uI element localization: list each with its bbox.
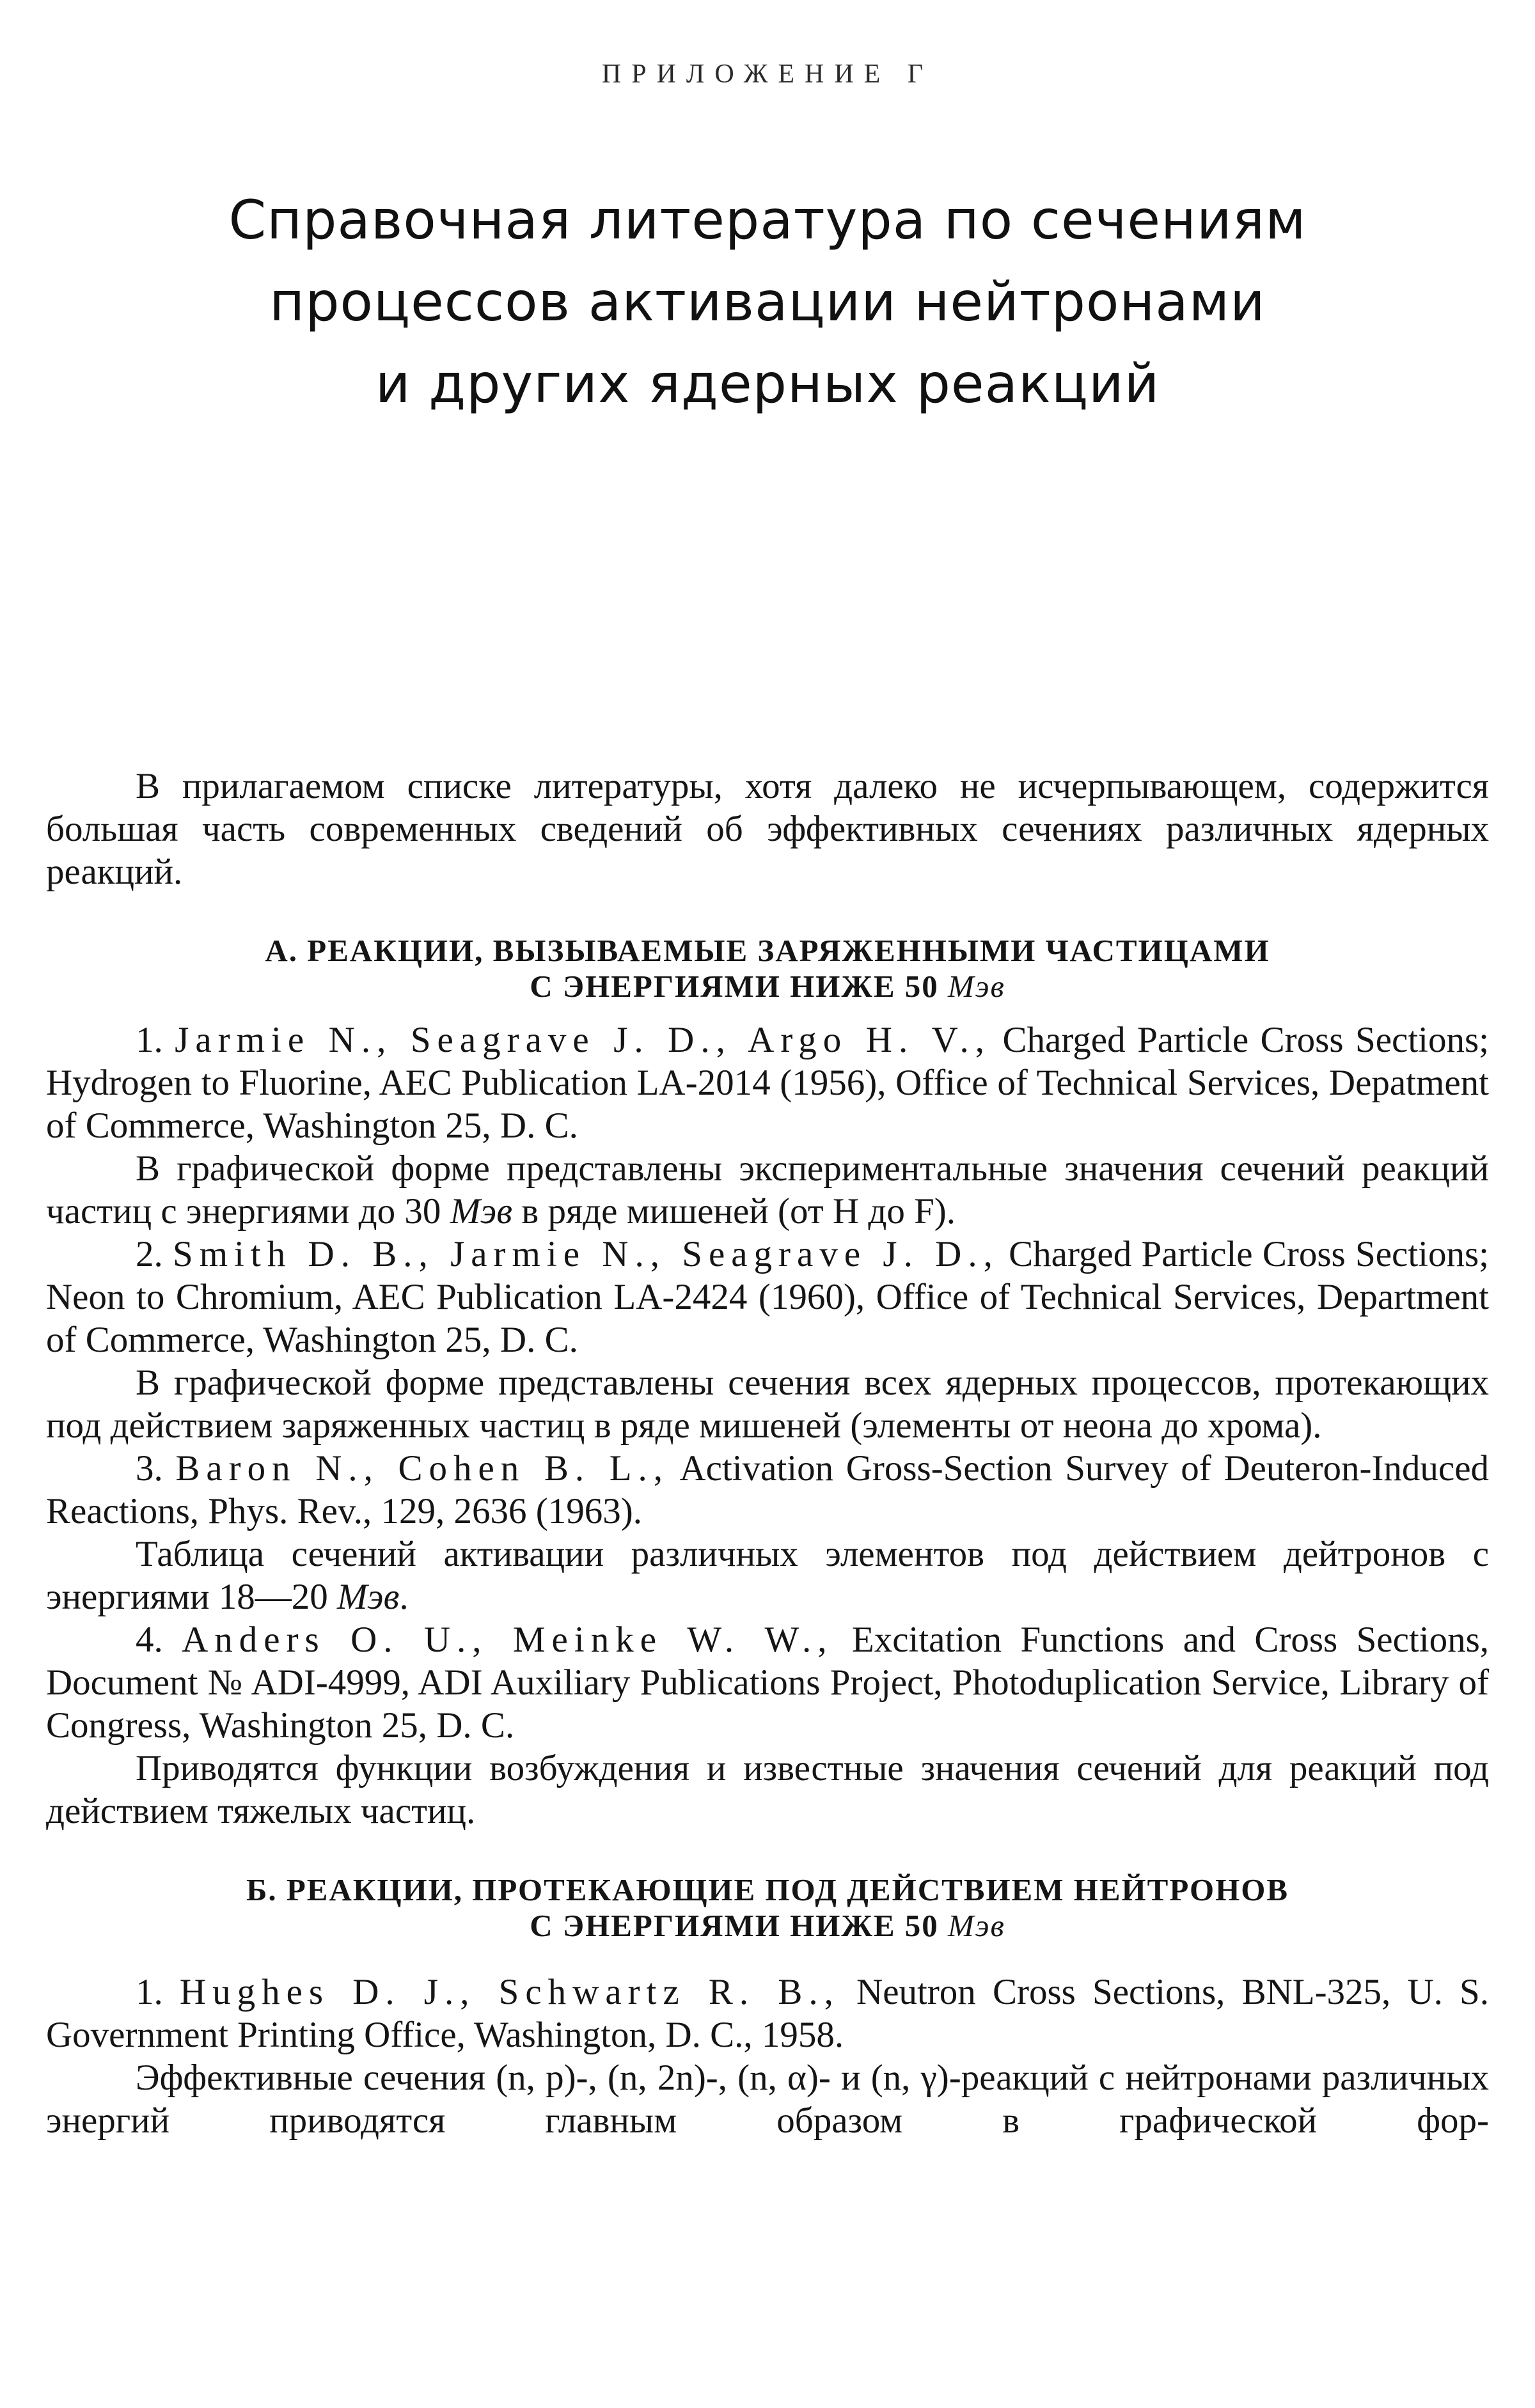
section-b-heading-unit: Мэв xyxy=(948,1908,1005,1943)
reference-number: 4. xyxy=(136,1620,163,1660)
reference-note-unit: Мэв xyxy=(450,1191,513,1231)
reference-authors: Baron N., Cohen B. L., xyxy=(175,1448,670,1489)
reference-note-tail: в ряде мишеней (от Н до F). xyxy=(521,1191,956,1231)
section-a-heading-line-2 xyxy=(46,969,1489,1005)
reference-note-text: Приводятся функции возбуждения и известные значения сечений для реакций под действием тяжелых частиц. xyxy=(46,1748,1489,1831)
reference-number: 1. xyxy=(136,1972,163,2012)
section-b-heading-text: С ЭНЕРГИЯМИ НИЖЕ 50 xyxy=(530,1908,939,1943)
reference-entry xyxy=(46,1019,1489,1147)
reference-note-text: Таблица сечений активации различных элементов под действием дейтронов с энергиями 18—20 xyxy=(46,1534,1489,1617)
reference-authors: Hughes D. J., Schwartz R. B., xyxy=(179,1972,840,2012)
reference-note-text: В графической форме представлены экспериментальные значения сечений реакций частиц с энергиями до 30 xyxy=(46,1148,1489,1231)
reference-entry xyxy=(46,1447,1489,1533)
reference-note xyxy=(46,1361,1489,1447)
reference-citation: Charged Particle Cross Sections; Hydrogen to Fluorine, AEC Publication LA-2014 (1956), Office of Technical Services, Depatment of Commerce, Washington 25, D. C. xyxy=(46,1020,1490,1146)
section-a-heading-text: С ЭНЕРГИЯМИ НИЖЕ 50 xyxy=(530,969,939,1004)
reference-note-unit: Мэв xyxy=(336,1577,400,1617)
intro-paragraph: В прилагаемом списке литературы, хотя далеко не исчерпывающем, содержится большая часть современных сведений об эффективных сечениях различных ядерных реакций. xyxy=(46,766,1489,892)
appendix-label: ПРИЛОЖЕНИЕ Г xyxy=(601,59,934,89)
section-b-heading-line-2 xyxy=(46,1908,1489,1944)
page-title xyxy=(46,179,1489,425)
reference-authors: Anders O. U., Meinke W. W., xyxy=(182,1620,833,1660)
reference-citation: Charged Particle Cross Sections; Neon to Chromium, AEC Publication LA-2424 (1960), Office of Technical Services, Department of Commerce, Washington 25, D. C. xyxy=(46,1234,1490,1360)
title-line-2: процессов активации нейтронами xyxy=(269,270,1266,333)
reference-note xyxy=(46,1147,1489,1233)
reference-authors: Smith D. B., Jarmie N., Seagrave J. D., xyxy=(173,1234,999,1274)
document-page xyxy=(46,0,1489,2408)
section-a-heading xyxy=(46,933,1489,1005)
section-b-heading-line-1: Б. РЕАКЦИИ, ПРОТЕКАЮЩИЕ ПОД ДЕЙСТВИЕМ НЕЙТРОНОВ xyxy=(246,1872,1289,1907)
section-a-heading-unit: Мэв xyxy=(948,969,1005,1004)
section-b-references xyxy=(46,1971,1489,2142)
reference-note-text: Эффективные сечения (n, p)-, (n, 2n)-, (n, α)- и (n, γ)-реакций с нейтронами различных энергий приводятся главным образом в графической фор- xyxy=(46,2058,1489,2141)
title-line-3: и других ядерных реакций xyxy=(375,352,1160,415)
reference-entry xyxy=(46,1618,1489,1747)
reference-entry xyxy=(46,1233,1489,1361)
reference-authors: Jarmie N., Seagrave J. D., Argo H. V., xyxy=(175,1020,991,1060)
document-body xyxy=(46,765,1489,2142)
reference-entry xyxy=(46,1971,1489,2056)
title-line-1: Справочная литература по сечениям xyxy=(228,189,1307,251)
reference-number: 2. xyxy=(136,1234,163,1274)
section-a-heading-line-1: А. РЕАКЦИИ, ВЫЗЫВАЕМЫЕ ЗАРЯЖЕННЫМИ ЧАСТИЦАМИ xyxy=(265,933,1270,968)
reference-citation: Excitation Functions and Cross Sections, Document № ADI-4999, ADI Auxiliary Publications Project, Photoduplication Service, Library of Congress, Washington 25, D. C. xyxy=(46,1620,1489,1746)
reference-note xyxy=(46,2056,1489,2142)
reference-note-text: В графической форме представлены сечения всех ядерных процессов, протекающих под действием заряженных частиц в ряде мишеней (элементы от неона до хрома). xyxy=(46,1363,1489,1446)
section-b-heading xyxy=(46,1872,1489,1944)
reference-note xyxy=(46,1533,1489,1618)
reference-note xyxy=(46,1747,1489,1833)
section-a-references xyxy=(46,1019,1489,1833)
reference-number: 1. xyxy=(136,1020,163,1060)
reference-citation: Neutron Cross Sections, BNL-325, U. S. Government Printing Office, Washington, D. C., 1958. xyxy=(46,1972,1490,2055)
reference-number: 3. xyxy=(136,1448,163,1489)
reference-citation: Activation Gross-Section Survey of Deuteron-Induced Reactions, Phys. Rev., 129, 2636 (1963). xyxy=(46,1448,1490,1531)
reference-note-tail: . xyxy=(399,1577,409,1617)
